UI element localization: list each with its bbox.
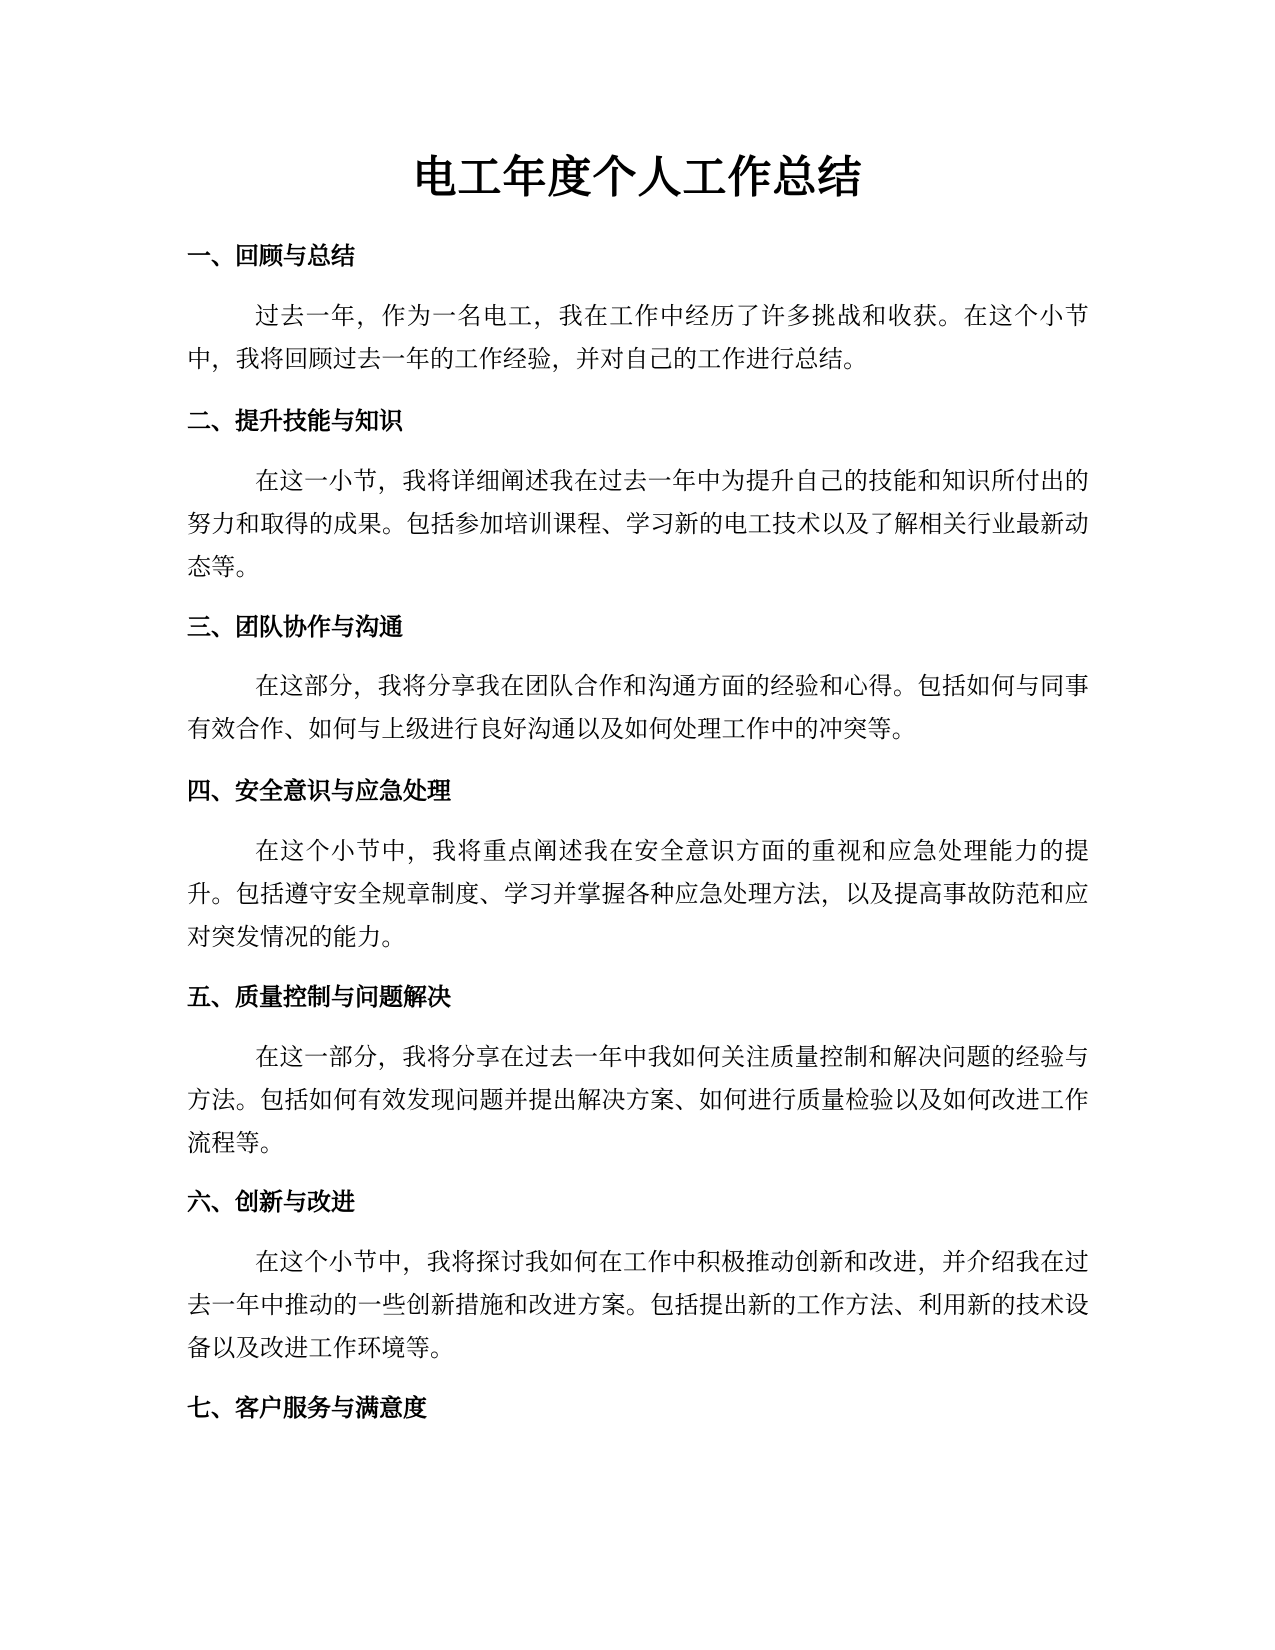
section-body-1: 过去一年，作为一名电工，我在工作中经历了许多挑战和收获。在这个小节中，我将回顾过去一年的工作经验，并对自己的工作进行总结。 bbox=[187, 302, 1089, 373]
section-heading-6: 六、创新与改进 bbox=[187, 1188, 355, 1216]
section-heading-3: 三、团队协作与沟通 bbox=[187, 613, 403, 641]
section-heading-2: 二、提升技能与知识 bbox=[187, 407, 403, 435]
section-heading-1: 一、回顾与总结 bbox=[187, 242, 355, 270]
section-body-5: 在这一部分，我将分享在过去一年中我如何关注质量控制和解决问题的经验与方法。包括如何有效发现问题并提出解决方案、如何进行质量检验以及如何改进工作流程等。 bbox=[187, 1043, 1089, 1157]
section-heading-4: 四、安全意识与应急处理 bbox=[187, 777, 451, 805]
section-body-3: 在这部分，我将分享我在团队合作和沟通方面的经验和心得。包括如何与同事有效合作、如何与上级进行良好沟通以及如何处理工作中的冲突等。 bbox=[187, 672, 1089, 743]
section-body-6: 在这个小节中，我将探讨我如何在工作中积极推动创新和改进，并介绍我在过去一年中推动的一些创新措施和改进方案。包括提出新的工作方法、利用新的技术设备以及改进工作环境等。 bbox=[187, 1248, 1089, 1362]
section-heading-7: 七、客户服务与满意度 bbox=[187, 1394, 427, 1422]
document-title: 电工年度个人工作总结 bbox=[412, 152, 863, 203]
section-body-2: 在这一小节，我将详细阐述我在过去一年中为提升自己的技能和知识所付出的努力和取得的成果。包括参加培训课程、学习新的电工技术以及了解相关行业最新动态等。 bbox=[187, 467, 1089, 581]
section-heading-5: 五、质量控制与问题解决 bbox=[187, 983, 451, 1011]
section-body-4: 在这个小节中，我将重点阐述我在安全意识方面的重视和应急处理能力的提升。包括遵守安全规章制度、学习并掌握各种应急处理方法，以及提高事故防范和应对突发情况的能力。 bbox=[187, 837, 1089, 951]
